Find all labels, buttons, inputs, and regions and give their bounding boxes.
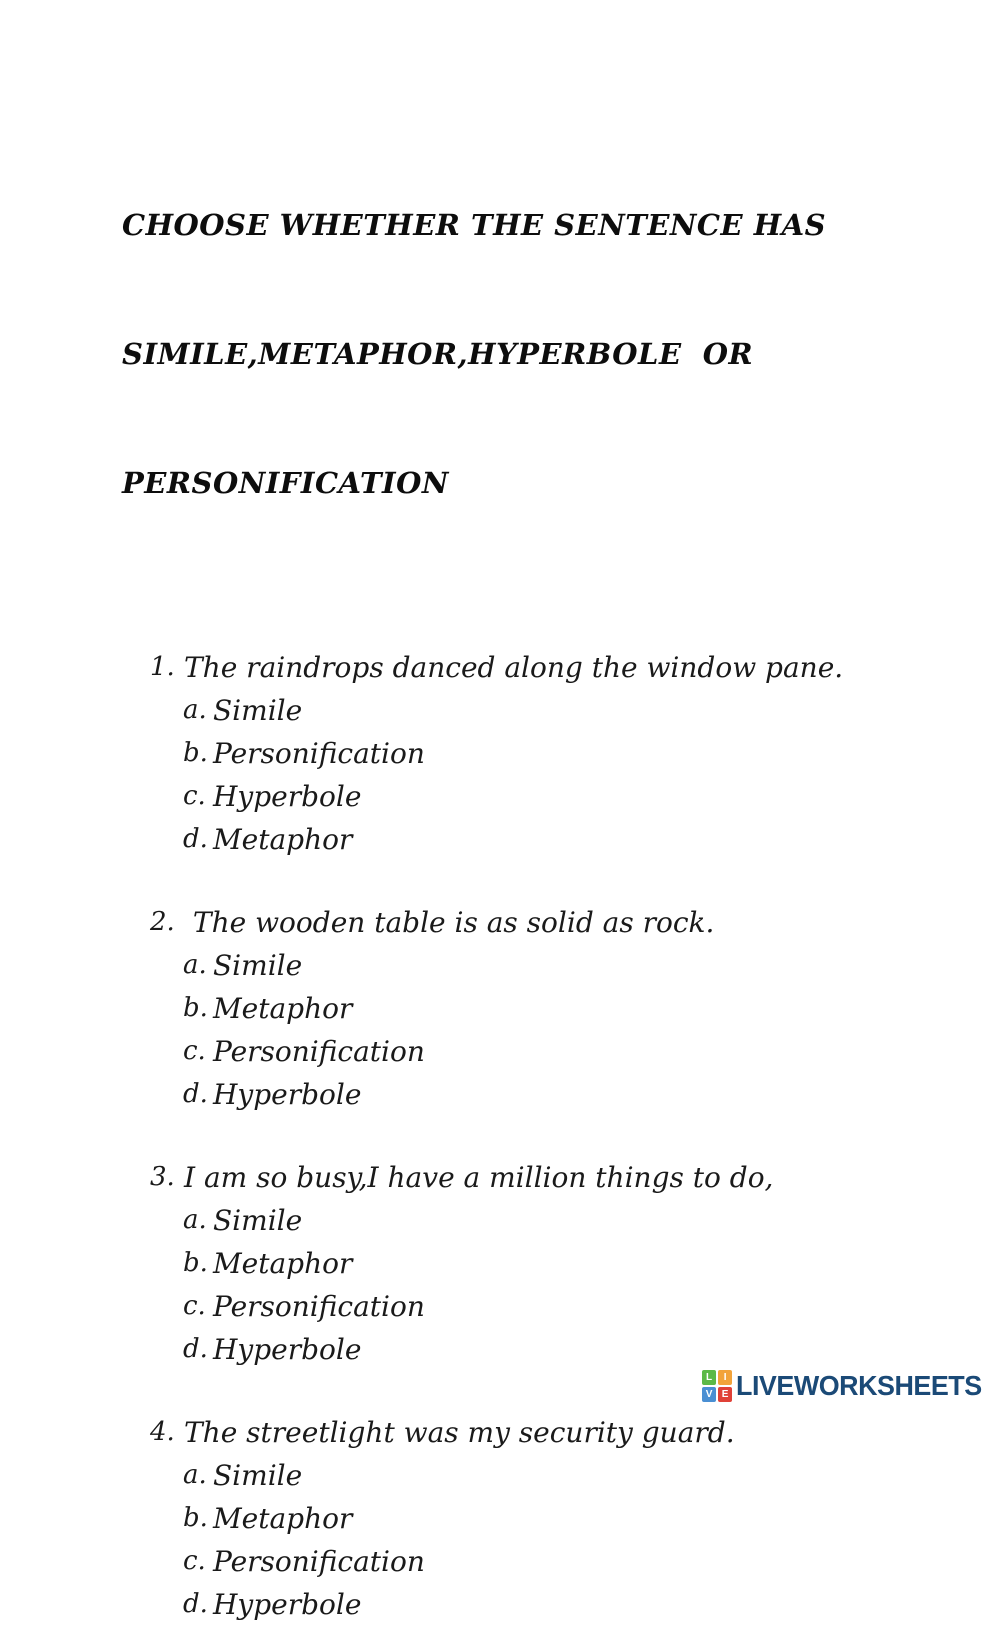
question-text: I am so busy,I have a million things to do, xyxy=(184,1161,774,1194)
option-label: Hyperbole xyxy=(213,1588,362,1621)
question-2-option-c[interactable] xyxy=(122,1030,950,1073)
option-letter: d. xyxy=(183,1079,208,1109)
option-label: Metaphor xyxy=(213,1247,353,1280)
option-label: Simile xyxy=(213,1459,303,1492)
tile-e: E xyxy=(718,1387,732,1402)
question-2 xyxy=(122,901,950,1116)
option-label: Personification xyxy=(213,1545,425,1578)
option-letter: a. xyxy=(183,950,207,980)
option-label: Personification xyxy=(213,737,425,770)
option-letter: c. xyxy=(183,1291,206,1321)
liveworksheets-wordmark: LIVEWORKSHEETS xyxy=(736,1370,982,1401)
question-3 xyxy=(122,1156,950,1371)
option-letter: b. xyxy=(183,1503,208,1533)
question-4 xyxy=(122,1411,950,1626)
option-label: Personification xyxy=(213,1290,425,1323)
question-3-option-d[interactable] xyxy=(122,1328,950,1371)
question-3-option-a[interactable] xyxy=(122,1199,950,1242)
option-letter: a. xyxy=(183,695,207,725)
question-2-option-b[interactable] xyxy=(122,987,950,1030)
question-1-text-row xyxy=(122,646,950,689)
option-label: Metaphor xyxy=(213,823,353,856)
option-label: Hyperbole xyxy=(213,1333,362,1366)
title-line-2: SIMILE,METAPHOR,HYPERBOLE OR xyxy=(122,337,754,371)
question-2-text-row xyxy=(122,901,950,944)
question-number: 3. xyxy=(150,1162,175,1192)
question-1 xyxy=(122,646,950,861)
option-letter: d. xyxy=(183,824,208,854)
liveworksheets-logo[interactable] xyxy=(702,1370,992,1402)
question-4-option-b[interactable] xyxy=(122,1497,950,1540)
question-text: The raindrops danced along the window pane. xyxy=(184,651,844,684)
option-letter: d. xyxy=(183,1334,208,1364)
question-number: 1. xyxy=(150,652,175,682)
option-letter: a. xyxy=(183,1460,207,1490)
question-3-text-row xyxy=(122,1156,950,1199)
option-letter: c. xyxy=(183,1546,206,1576)
tile-i: I xyxy=(718,1370,732,1385)
tile-v: V xyxy=(702,1387,716,1402)
question-1-option-b[interactable] xyxy=(122,732,950,775)
question-list xyxy=(122,646,950,1626)
question-4-option-c[interactable] xyxy=(122,1540,950,1583)
option-label: Simile xyxy=(213,949,303,982)
option-label: Simile xyxy=(213,1204,303,1237)
question-1-option-d[interactable] xyxy=(122,818,950,861)
question-number: 4. xyxy=(150,1417,175,1447)
worksheet-title xyxy=(122,118,950,591)
question-4-option-d[interactable] xyxy=(122,1583,950,1626)
question-3-option-c[interactable] xyxy=(122,1285,950,1328)
option-letter: c. xyxy=(183,1036,206,1066)
option-letter: b. xyxy=(183,1248,208,1278)
title-line-3: PERSONIFICATION xyxy=(122,466,449,500)
question-text: The wooden table is as solid as rock. xyxy=(184,906,715,939)
liveworksheets-tiles-icon xyxy=(702,1370,732,1402)
title-line-1: CHOOSE WHETHER THE SENTENCE HAS xyxy=(122,208,827,242)
option-label: Simile xyxy=(213,694,303,727)
question-2-option-a[interactable] xyxy=(122,944,950,987)
question-1-option-a[interactable] xyxy=(122,689,950,732)
question-4-text-row xyxy=(122,1411,950,1454)
question-2-option-d[interactable] xyxy=(122,1073,950,1116)
option-label: Metaphor xyxy=(213,992,353,1025)
question-number: 2. xyxy=(150,907,175,937)
option-letter: a. xyxy=(183,1205,207,1235)
option-label: Metaphor xyxy=(213,1502,353,1535)
question-3-option-b[interactable] xyxy=(122,1242,950,1285)
option-letter: b. xyxy=(183,993,208,1023)
option-letter: b. xyxy=(183,738,208,768)
option-label: Hyperbole xyxy=(213,780,362,813)
question-text: The streetlight was my security guard. xyxy=(184,1416,735,1449)
question-1-option-c[interactable] xyxy=(122,775,950,818)
option-label: Hyperbole xyxy=(213,1078,362,1111)
option-letter: d. xyxy=(183,1589,208,1619)
tile-l: L xyxy=(702,1370,716,1385)
question-4-option-a[interactable] xyxy=(122,1454,950,1497)
option-letter: c. xyxy=(183,781,206,811)
option-label: Personification xyxy=(213,1035,425,1068)
